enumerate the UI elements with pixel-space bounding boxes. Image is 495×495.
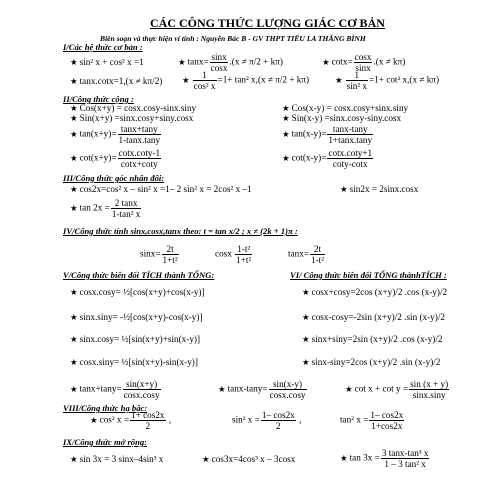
section-heading: IX/Công thức mở rộng: bbox=[63, 437, 148, 447]
formula: ★ cosx.siny= ½[sin(x+y)-sin(x-y)] bbox=[70, 357, 198, 367]
formula: tanx= $\frac{2t}{\text{1-t²}}$ bbox=[288, 244, 324, 265]
formula: ★ Cos(x+y) = cosx.cosy-sinx.siny bbox=[70, 103, 197, 113]
formula: ★ sinx.cosy= ½[sin(x+y)+sin(x-y)] bbox=[70, 334, 201, 344]
formula: sinx= $\frac{2t}{\text{1+t²}}$ bbox=[140, 244, 178, 265]
formula: ★ cotx= $\frac{\cos x}{\sin x}$ .(x ≠ kπ) bbox=[322, 52, 406, 73]
section-heading: III/Công thức góc nhân đôi: bbox=[63, 173, 165, 183]
formula: ★ cosx+cosy=2cos (x+y)/2 .cos (x-y)/2 bbox=[302, 287, 448, 297]
formula: ★ tanx.cotx=1,(x ≠ kπ/2) bbox=[70, 76, 163, 86]
formula: tan² x = $\frac{1- \cos 2x}{1+\cos 2x}$ bbox=[340, 410, 404, 431]
formula: ★ cosx.cosy= ½[cos(x+y)+cos(x-y)] bbox=[70, 287, 205, 297]
section-heading: II/Công thức cộng : bbox=[63, 94, 134, 104]
formula: cosx $\frac{\text{1-t²}}{\text{1+t²}}$ bbox=[215, 244, 252, 265]
formula: ★ sinx+siny=2sin (x+y)/2 .cos (x-y)/2 bbox=[302, 334, 443, 344]
formula: ★ $\frac{1}{\text{sin² x}}$ =1+ cot² x,(x ≠ kπ) bbox=[335, 70, 440, 91]
section-heading: VI/ Công thức biến đổi TỔNG thànhTÍCH : bbox=[290, 270, 447, 280]
formula: ★ tanx= $\frac{\sin x}{\cos x}$ .(x ≠ π/2 + kπ) bbox=[178, 52, 283, 73]
formula: ★ Sin(x-y) =sinx.cosy-siny.cosx bbox=[282, 113, 402, 123]
formula: ★ cosx-cosy=-2sin (x+y)/2 .sin (x-y)/2 bbox=[302, 312, 445, 322]
formula: ★ sin2x = 2sinx.cosx bbox=[340, 184, 419, 194]
formula: ★ cos3x=4cos³ x – 3cosx bbox=[202, 454, 296, 464]
section-heading: IV/Công thức tính sinx,cosx,tanx theo: t = tan x/2 ; x ≠ (2k + 1)π : bbox=[63, 226, 298, 236]
formula: ★ tan(x-y)= $\frac{\tan x-\tan y}{1+\tan x.\tan y}$ bbox=[282, 124, 373, 145]
formula: ★ cot x + cot y = $\frac{\sin (x + y)}{\sin x.\sin y}$ bbox=[345, 379, 449, 400]
formula: ★ sin² x + cos² x =1 bbox=[70, 57, 144, 67]
formula: ★ cot(x-y)= $\frac{\cot x.\cot y+1}{\cot y-\cot x}$ bbox=[282, 148, 373, 169]
section-heading: I/Các hệ thức cơ bản : bbox=[63, 42, 143, 52]
formula: ★ $\frac{1}{\text{cos² x}}$ =1+ tan² x,(x ≠ π/2 + kπ) bbox=[182, 70, 310, 91]
page-title: CÁC CÔNG THỨC LƯỢNG GIÁC CƠ BẢN bbox=[150, 16, 385, 30]
formula: ★ sin 3x = 3 sinx–4sin³ x bbox=[70, 454, 164, 464]
formula: ★ sinx.siny= -½[cos(x+y)-cos(x-y)] bbox=[70, 312, 203, 322]
page-subtitle: Biên soạn và thực hiện ví tính : Nguyễn Bác B - GV THPT TIỂU LA THĂNG BÌNH bbox=[100, 34, 366, 43]
formula: sin² x = $\frac{1- \cos 2x}{2}$ , bbox=[232, 410, 302, 431]
formula: ★ tan(x+y)= $\frac{\tan x+\tan y}{1-\tan x.\tan y}$ bbox=[70, 124, 161, 145]
section-heading: V/Công thức biến đổi TÍCH thành TỔNG: bbox=[63, 270, 215, 280]
formula: ★ cos2x=cos² x – sin² x =1– 2 sin² x = 2cos² x –1 bbox=[70, 184, 252, 194]
section-heading: VIII/Công thức hạ bậc: bbox=[63, 403, 148, 413]
formula: ★ sinx-siny=2cos (x+y)/2 .sin (x-y)/2 bbox=[302, 357, 441, 367]
formula: ★ Sin(x+y) =sinx.cosy+siny.cosx bbox=[70, 113, 194, 123]
formula: ★ Cos(x-y) = cosx.cosy+sinx.siny bbox=[282, 103, 409, 113]
formula: ★ tan 2x = $\frac{2 \tan x}{\text{1-tan² x}}$ bbox=[70, 198, 141, 219]
formula: ★ cos² x = $\frac{1+ \cos 2x}{2}$ , bbox=[90, 410, 172, 431]
formula: ★ tan 3x = $\frac{\text{3 tanx-tan³ x}}{\text{1 – 3 tan² x}}$ bbox=[340, 448, 429, 469]
formula: ★ tanx-tany= $\frac{\sin(x-y)}{\cos x.\cos y}$ bbox=[218, 379, 306, 400]
formula: ★ cot(x+y)= $\frac{\cot x.\cot y-1}{\cot x+\cot y}$ bbox=[70, 148, 161, 169]
formula: ★ tanx+tany= $\frac{\sin(x+y)}{\cos x.\cos y}$ bbox=[70, 379, 160, 400]
